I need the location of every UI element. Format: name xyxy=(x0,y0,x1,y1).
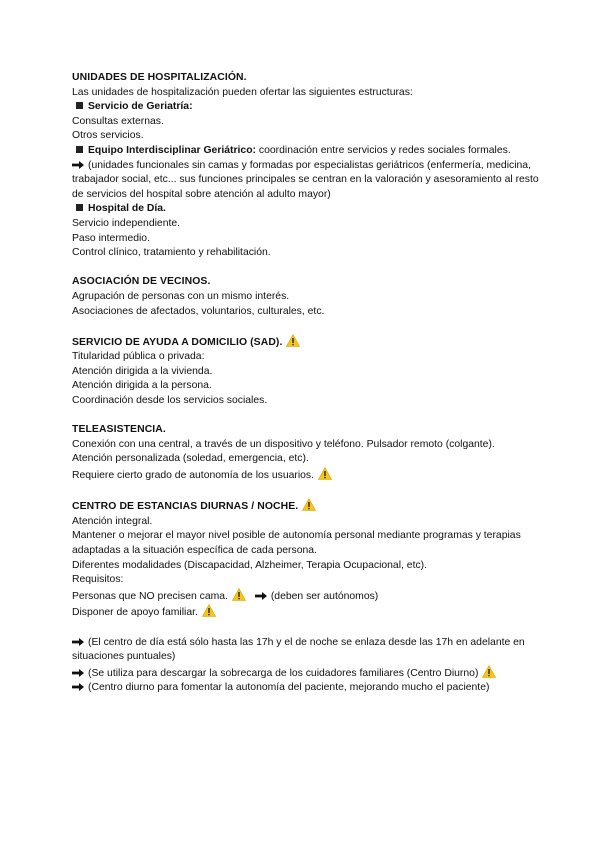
list-item: Otros servicios. xyxy=(72,130,144,142)
list-item: Servicio independiente. xyxy=(72,217,181,229)
list-item: Equipo Interdisciplinar Geriátrico: coordinación entre servicios y redes sociales formales. xyxy=(72,144,542,159)
note-text: (Se utiliza para descargar la sobrecarga de los cuidadores familiares (Centro Diurno) xyxy=(72,665,542,682)
intro-text: Las unidades de hospitalización pueden ofertar las siguientes estructuras: xyxy=(72,86,413,98)
arrow-right-icon xyxy=(72,669,84,677)
list-item: Atención dirigida a la vivienda. xyxy=(72,365,213,377)
warning-icon xyxy=(318,467,332,480)
list-item: Requisitos: xyxy=(72,574,124,586)
warning-icon xyxy=(232,588,246,601)
list-item: Agrupación de personas con un mismo interés. xyxy=(72,290,290,302)
arrow-right-icon xyxy=(72,683,84,691)
section-heading-teleasistencia: TELEASISTENCIA. xyxy=(72,424,166,436)
list-item: Hospital de Día. xyxy=(72,202,542,217)
note-text: (Centro diurno para fomentar la autonomía del paciente, mejorando mucho el paciente) xyxy=(72,681,542,696)
list-item: Consultas externas. xyxy=(72,115,164,127)
list-item: Disponer de apoyo familiar. xyxy=(72,604,542,621)
section-heading-centro-estancias: CENTRO DE ESTANCIAS DIURNAS / NOCHE. xyxy=(72,498,542,515)
list-item: Conexión con una central, a través de un dispositivo y teléfono. Pulsador remoto (colgante). xyxy=(72,438,495,450)
warning-icon xyxy=(286,334,300,347)
list-item: Titularidad pública o privada: xyxy=(72,351,205,363)
warning-icon xyxy=(302,498,316,511)
square-bullet-icon xyxy=(76,146,83,153)
list-item: Asociaciones de afectados, voluntarios, culturales, etc. xyxy=(72,305,325,317)
section-heading-hospitalizacion: UNIDADES DE HOSPITALIZACIÓN. xyxy=(72,72,247,83)
section-heading-sad: SERVICIO DE AYUDA A DOMICILIO (SAD). xyxy=(72,334,542,351)
warning-icon xyxy=(202,604,216,617)
list-item: Atención dirigida a la persona. xyxy=(72,380,212,392)
list-item: Atención integral. xyxy=(72,515,153,527)
list-item: Mantener o mejorar el mayor nivel posible de autonomía personal mediante programas y terapias adaptadas a la situación específica de cada persona. xyxy=(72,530,521,556)
list-item: Control clínico, tratamiento y rehabilitación. xyxy=(72,247,271,259)
warning-icon xyxy=(482,665,496,678)
square-bullet-icon xyxy=(76,102,83,109)
list-item: Diferentes modalidades (Discapacidad, Alzheimer, Terapia Ocupacional, etc). xyxy=(72,559,428,571)
arrow-right-icon xyxy=(255,592,267,600)
note-text: (El centro de día está sólo hasta las 17h y el de noche se enlaza desde las 17h en adelante en situaciones puntuales) xyxy=(72,636,525,663)
list-item: Atención personalizada (soledad, emergencia, etc). xyxy=(72,453,309,465)
square-bullet-icon xyxy=(76,204,83,211)
note-text: (unidades funcionales sin camas y formadas por especialistas geriátricos (enfermería, medicina, trabajador social, etc... sus funciones principales se centran en la valoración y asesoramiento al resto de servicios del hospital sobre atención al adulto mayor) xyxy=(72,159,539,200)
arrow-right-icon xyxy=(72,638,84,646)
arrow-right-icon xyxy=(72,161,84,169)
list-item: Servicio de Geriatría: xyxy=(72,100,542,115)
list-item: Paso intermedio. xyxy=(72,232,150,244)
section-heading-vecinos: ASOCIACIÓN DE VECINOS. xyxy=(72,276,211,288)
list-item: Requiere cierto grado de autonomía de los usuarios. xyxy=(72,467,542,484)
list-item: Coordinación desde los servicios sociales. xyxy=(72,395,268,407)
document-page xyxy=(72,71,542,696)
list-item: Personas que NO precisen cama. (deben ser autónomos) xyxy=(72,588,542,605)
